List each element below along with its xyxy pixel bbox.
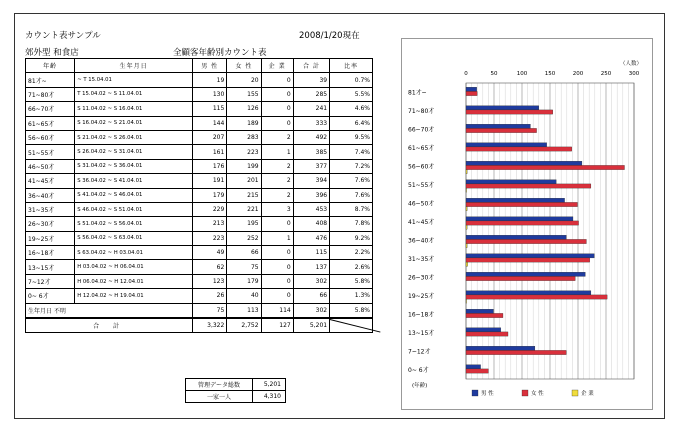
bar-corp — [466, 244, 467, 248]
document-frame — [14, 13, 665, 419]
table-cell: H 06.04.02 ~ H 12.04.01 — [75, 274, 193, 288]
bar-male — [466, 124, 530, 128]
table-cell: 26~30才 — [26, 217, 75, 231]
table-row — [26, 289, 373, 303]
table-cell: S 16.04.02 ~ S 21.04.01 — [75, 116, 193, 130]
table-cell: 0~ 6才 — [26, 289, 75, 303]
table-cell: 189 — [227, 116, 261, 130]
bar-male — [466, 365, 481, 369]
document-title: カウント表サンプル — [25, 31, 101, 41]
table-cell: 40 — [227, 289, 261, 303]
column-header: 企 業 — [261, 59, 293, 73]
table-cell: 5.8% — [330, 303, 373, 318]
count-table-document — [23, 24, 373, 408]
table-cell: 66~70才 — [26, 102, 75, 116]
table-cell: 9.5% — [330, 130, 373, 144]
table-row — [26, 159, 373, 173]
bar-corp — [466, 188, 467, 192]
table-cell: S 21.04.02 ~ S 26.04.01 — [75, 130, 193, 144]
table-row — [26, 116, 373, 130]
category-label: 7~12才 — [408, 348, 431, 356]
table-cell: 0 — [261, 87, 293, 101]
bar-female — [466, 369, 488, 373]
bar-corp — [466, 262, 468, 266]
x-tick-label: 200 — [572, 71, 584, 77]
table-cell: 333 — [293, 116, 329, 130]
table-cell: 126 — [227, 102, 261, 116]
table-cell: 1 — [261, 231, 293, 245]
table-cell: 396 — [293, 188, 329, 202]
table-cell: T 15.04.02 ~ S 11.04.01 — [75, 87, 193, 101]
table-cell: 285 — [293, 87, 329, 101]
table-row — [26, 145, 373, 159]
table-cell: 7.4% — [330, 145, 373, 159]
table-cell: 1.3% — [330, 289, 373, 303]
bar-female — [466, 332, 508, 336]
category-label: 71~80才 — [408, 107, 435, 115]
table-cell: 191 — [193, 174, 227, 188]
table-cell: 66 — [293, 289, 329, 303]
table-cell: 49 — [193, 246, 227, 260]
table-cell: 229 — [193, 202, 227, 216]
table-cell: 0 — [261, 274, 293, 288]
table-cell: 302 — [293, 274, 329, 288]
table-cell: 7.2% — [330, 159, 373, 173]
bar-male — [466, 180, 556, 184]
table-cell — [330, 318, 373, 333]
table-cell: 207 — [193, 130, 227, 144]
legend-swatch — [472, 390, 478, 396]
table-cell: 302 — [293, 303, 329, 318]
table-cell: 252 — [227, 231, 261, 245]
bar-corp — [466, 207, 467, 211]
table-cell: 0.7% — [330, 73, 373, 87]
category-label: 19~25才 — [408, 292, 435, 300]
x-tick-label: 50 — [490, 71, 498, 77]
column-header: 比率 — [330, 59, 373, 73]
table-cell: 0 — [261, 73, 293, 87]
table-cell: 75 — [227, 260, 261, 274]
table-row — [26, 102, 373, 116]
table-cell: 71~80才 — [26, 87, 75, 101]
bar-female — [466, 276, 575, 280]
legend-swatch — [572, 390, 578, 396]
table-cell: 215 — [227, 188, 261, 202]
category-label: 41~45才 — [408, 218, 435, 226]
bar-female — [466, 258, 590, 262]
table-cell: 283 — [227, 130, 261, 144]
bar-male — [466, 235, 566, 239]
x-tick-label: 150 — [544, 71, 556, 77]
table-row — [26, 130, 373, 144]
bar-male — [466, 291, 591, 295]
column-header: 合 計 — [293, 59, 329, 73]
category-label: 51~55才 — [408, 181, 435, 189]
table-cell: 5,201 — [293, 318, 329, 333]
table-row — [26, 87, 373, 101]
summary-row — [186, 391, 286, 403]
bar-corp — [466, 225, 467, 229]
table-cell: 0 — [261, 246, 293, 260]
x-tick-label: 0 — [464, 71, 468, 77]
table-cell: 41~45才 — [26, 174, 75, 188]
table-cell: 81才~ — [26, 73, 75, 87]
bar-male — [466, 272, 585, 276]
table-cell: 223 — [193, 231, 227, 245]
table-cell: 1 — [261, 145, 293, 159]
table-cell: 213 — [193, 217, 227, 231]
table-cell: 7~12才 — [26, 274, 75, 288]
bar-corp — [466, 170, 467, 174]
table-cell: 179 — [193, 188, 227, 202]
age-bar-chart — [401, 38, 653, 410]
table-cell: S 11.04.02 ~ S 16.04.01 — [75, 102, 193, 116]
table-cell: 144 — [193, 116, 227, 130]
table-cell: 195 — [227, 217, 261, 231]
table-cell: 26 — [193, 289, 227, 303]
bar-male — [466, 328, 501, 332]
bar-female — [466, 202, 577, 206]
table-cell: 394 — [293, 174, 329, 188]
table-row — [26, 260, 373, 274]
table-cell: 46~50才 — [26, 159, 75, 173]
table-cell: 0 — [261, 260, 293, 274]
bar-male — [466, 198, 565, 202]
table-cell: S 56.04.02 ~ S 63.04.01 — [75, 231, 193, 245]
table-cell: H 03.04.02 ~ H 06.04.01 — [75, 260, 193, 274]
bar-male — [466, 143, 547, 147]
table-cell: 130 — [193, 87, 227, 101]
category-label: 61~65才 — [408, 144, 435, 152]
bar-male — [466, 217, 573, 221]
column-header: 女 性 — [227, 59, 261, 73]
table-row — [26, 202, 373, 216]
table-cell: 5,201 — [253, 379, 286, 391]
table-cell: 2 — [261, 130, 293, 144]
bar-female — [466, 350, 566, 354]
table-cell: 75 — [193, 303, 227, 318]
table-cell: 51~55才 — [26, 145, 75, 159]
table-cell: 7.6% — [330, 174, 373, 188]
category-label: 81才~ — [408, 89, 427, 97]
table-cell: 2.2% — [330, 246, 373, 260]
category-label: 16~18才 — [408, 311, 435, 319]
category-label: 36~40才 — [408, 237, 435, 245]
table-cell: 8.7% — [330, 202, 373, 216]
bar-male — [466, 346, 535, 350]
category-label: 46~50才 — [408, 200, 435, 208]
unit-label: （人数） — [619, 61, 642, 67]
table-cell: 31~35才 — [26, 202, 75, 216]
table-cell: 0 — [261, 116, 293, 130]
category-label: 13~15才 — [408, 329, 435, 337]
x-tick-label: 250 — [600, 71, 612, 77]
store-type: 郊外型 和食店 — [25, 48, 79, 58]
table-cell: 179 — [227, 274, 261, 288]
table-cell: 66 — [227, 246, 261, 260]
table-cell: 2 — [261, 174, 293, 188]
table-cell: 161 — [193, 145, 227, 159]
bar-male — [466, 161, 582, 165]
table-cell: 385 — [293, 145, 329, 159]
table-cell: 合 計 — [26, 318, 193, 333]
table-row — [26, 274, 373, 288]
table-cell: 13~15才 — [26, 260, 75, 274]
legend-label: 企 業 — [581, 391, 594, 397]
as-of-date: 2008/1/20現在 — [299, 31, 360, 41]
table-cell: 4.6% — [330, 102, 373, 116]
category-label: 0~ 6才 — [408, 366, 429, 374]
table-cell: 377 — [293, 159, 329, 173]
legend-label: 男 性 — [481, 391, 494, 397]
table-row — [26, 73, 373, 87]
table-cell: 39 — [293, 73, 329, 87]
table-cell: 221 — [227, 202, 261, 216]
table-cell: 62 — [193, 260, 227, 274]
table-cell: 3 — [261, 202, 293, 216]
table-cell: 115 — [293, 246, 329, 260]
table-cell: S 46.04.02 ~ S 51.04.01 — [75, 202, 193, 216]
total-row — [26, 318, 373, 333]
table-cell: 19 — [193, 73, 227, 87]
table-cell: 2 — [261, 188, 293, 202]
table-header-row — [26, 59, 373, 73]
table-cell: 3,322 — [193, 318, 227, 333]
bar-female — [466, 184, 591, 188]
table-cell: 7.6% — [330, 188, 373, 202]
table-cell: 476 — [293, 231, 329, 245]
x-tick-label: 100 — [516, 71, 528, 77]
table-cell: 5.8% — [330, 274, 373, 288]
bar-female — [466, 295, 607, 299]
table-cell: 492 — [293, 130, 329, 144]
table-cell: 36~40才 — [26, 188, 75, 202]
table-cell: 7.8% — [330, 217, 373, 231]
table-cell: 199 — [227, 159, 261, 173]
column-header: 生年月日 — [75, 59, 193, 73]
bar-female — [466, 91, 477, 95]
table-cell: 一家一人 — [186, 391, 253, 403]
column-header: 年齢 — [26, 59, 75, 73]
table-cell: 113 — [227, 303, 261, 318]
chart-svg — [402, 39, 652, 409]
bar-male — [466, 254, 594, 258]
table-row — [26, 188, 373, 202]
bar-female — [466, 128, 537, 132]
table-row — [26, 231, 373, 245]
table-cell: 2,752 — [227, 318, 261, 333]
table-cell: 123 — [193, 274, 227, 288]
table-cell: 2.6% — [330, 260, 373, 274]
table-cell: ~ T 15.04.01 — [75, 73, 193, 87]
bar-corp — [466, 299, 467, 303]
x-tick-label: 300 — [628, 71, 640, 77]
table-cell: 管理データ総数 — [186, 379, 253, 391]
table-cell: 127 — [261, 318, 293, 333]
bar-female — [466, 221, 579, 225]
bar-male — [466, 87, 477, 91]
category-label: 26~30才 — [408, 274, 435, 282]
table-cell: 56~60才 — [26, 130, 75, 144]
table-cell: 0 — [261, 102, 293, 116]
column-header: 男 性 — [193, 59, 227, 73]
table-cell: 生年月日 不明 — [26, 303, 193, 318]
category-label: 31~35才 — [408, 255, 435, 263]
table-cell: 453 — [293, 202, 329, 216]
table-cell: 0 — [261, 289, 293, 303]
category-label: 56~60才 — [408, 163, 435, 171]
table-cell: 16~18才 — [26, 246, 75, 260]
table-cell: 114 — [261, 303, 293, 318]
table-cell: S 26.04.02 ~ S 31.04.01 — [75, 145, 193, 159]
legend-label: 女 性 — [531, 391, 544, 397]
bar-female — [466, 110, 553, 114]
table-cell: S 36.04.02 ~ S 41.04.01 — [75, 174, 193, 188]
bar-female — [466, 165, 624, 169]
table-row — [26, 174, 373, 188]
table-row — [26, 246, 373, 260]
table-row — [26, 217, 373, 231]
table-cell: 408 — [293, 217, 329, 231]
table-cell: 137 — [293, 260, 329, 274]
bar-female — [466, 239, 586, 243]
table-cell: 115 — [193, 102, 227, 116]
table-cell: 19~25才 — [26, 231, 75, 245]
table-cell: 0 — [261, 217, 293, 231]
table-cell: S 63.04.02 ~ H 03.04.01 — [75, 246, 193, 260]
table-cell: S 51.04.02 ~ S 56.04.01 — [75, 217, 193, 231]
table-subtitle: 全顧客年齢別カウント表 — [173, 48, 267, 58]
table-cell: 201 — [227, 174, 261, 188]
bar-male — [466, 309, 493, 313]
table-cell: 6.4% — [330, 116, 373, 130]
bar-male — [466, 106, 539, 110]
table-cell: S 31.04.02 ~ S 36.04.01 — [75, 159, 193, 173]
table-cell: 155 — [227, 87, 261, 101]
table-cell: 4,310 — [253, 391, 286, 403]
table-cell: 61~65才 — [26, 116, 75, 130]
unknown-birthdate-row — [26, 303, 373, 318]
table-cell: 20 — [227, 73, 261, 87]
bar-female — [466, 313, 503, 317]
table-cell: 2 — [261, 159, 293, 173]
table-cell: 241 — [293, 102, 329, 116]
table-cell: 9.2% — [330, 231, 373, 245]
category-axis-label: (年齢) — [412, 383, 428, 389]
age-count-table — [25, 58, 373, 333]
summary-table — [185, 378, 286, 403]
table-cell: H 12.04.02 ~ H 19.04.01 — [75, 289, 193, 303]
legend-swatch — [522, 390, 528, 396]
bar-female — [466, 147, 572, 151]
table-cell: 176 — [193, 159, 227, 173]
table-cell: S 41.04.02 ~ S 46.04.01 — [75, 188, 193, 202]
category-label: 66~70才 — [408, 126, 435, 134]
table-cell: 5.5% — [330, 87, 373, 101]
table-cell: 223 — [227, 145, 261, 159]
summary-row — [186, 379, 286, 391]
